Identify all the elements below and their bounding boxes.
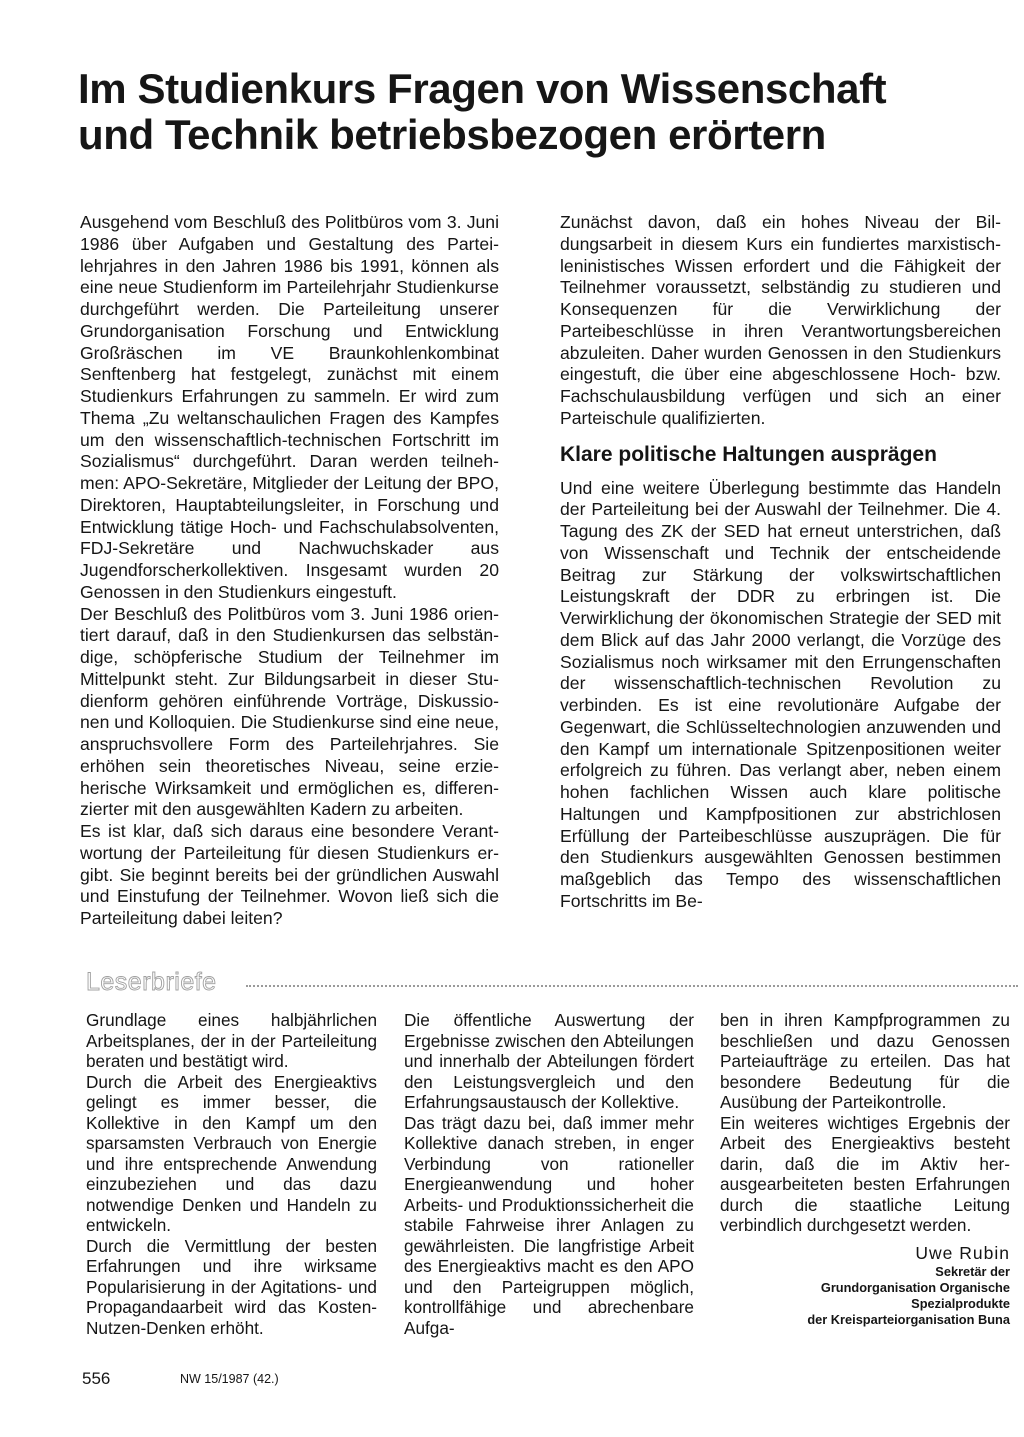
article-column-right xyxy=(560,212,1001,913)
article-paragraph: Ausgehend vom Beschluß des Politbüros vom 3. Juni 1986 über Aufgaben und Gestaltung des Parteilehrjahres in den Jahren 1986 bis 1991, können als eine neue Studienform im Parteilehrjahr Studienkurse durchgeführt werden. Die Parteileitung unserer Grundorganisation Forschung und Entwicklung Großräschen im VE Braunkohlenkombinat Senftenberg hat festgelegt, zunächst mit einem Studienkurs Erfahrungen zu sammeln. Er wird zum Thema „Zu weltanschaulichen Fragen des Kampfes um den wissenschaftlich-technischen Fortschritt im Sozialismus“ durchgeführt. Daran werden teilnehmen: APO-Sekretäre, Mitglieder der Leitung der BPO, Direktoren, Hauptabteilungsleiter, in Forschung und Entwicklung tätige Hoch- und Fachschulabsolventen, FDJ-Sekretäre und Nachwuchskader aus Jugendforscherkollektiven. Insgesamt wurden 20 Genossen in den Studienkurs eingestuft. xyxy=(80,212,499,602)
author-name: Uwe Rubin xyxy=(915,1242,1010,1263)
letter-paragraph: Durch die Vermittlung der besten Erfahrungen und ihre wirksame Popularisierung in der Agitations- und Propagandaarbeit wird das Kosten-Nutzen-Denken erhöht. xyxy=(86,1235,377,1338)
headline-line-2: und Technik betriebsbezogen erörtern xyxy=(78,111,826,158)
letter-paragraph: Das trägt dazu bei, daß immer mehr Kollektive danach streben, in enger Verbindung von rationeller Energieanwendung und hoher Arbeits- und Produktionssicherheit die stabile Fahrweise ihrer Anlagen zu gewährleisten. Die langfristige Arbeit des Energieaktivs macht es den APO und den Parteigruppen möglich, kontrollfähige und abrechenbare Aufga- xyxy=(404,1112,694,1338)
article-paragraph: Der Beschluß des Politbüros vom 3. Juni 1986 orientiert darauf, daß in den Studienkursen das selbständige, schöpferische Studium der Teilnehmer im Mittelpunkt steht. Zur Bildungsarbeit in dieser Studienform gehören einführende Vorträge, Diskussionen und Kolloquien. Die Studienkurse sind eine neue, anspruchsvollere Form des Parteilehrjahres. Sie erhöhen sein theoretisches Niveau, seine erzieherische Wirksamkeit und ermöglichen es, differenzierter mit den ausgewählten Kadern zu arbeiten. xyxy=(80,603,499,820)
letter-column-1 xyxy=(86,1010,377,1338)
letter-paragraph: Durch die Arbeit des Energieaktivs gelingt es immer besser, die Kollektive in den Kampf um den sparsamsten Verbrauch von Energie und ihre entsprechende Anwendung einzubeziehen und das dazu notwendige Denken und Handeln zu entwickeln. xyxy=(86,1071,377,1235)
letter-paragraph: Grundlage eines halbjährlichen Arbeitsplanes, der in der Parteileitung beraten und bestätigt wird. xyxy=(86,1010,377,1071)
author-organization: der Kreisparteiorganisation Buna xyxy=(807,1311,1010,1327)
issue-reference: NW 15/1987 (42.) xyxy=(180,1372,279,1386)
letter-paragraph: Die öffentliche Auswertung der Ergebnisse zwischen den Abteilungen und innerhalb der Abteilungen fördert den Leistungsvergleich und den Erfahrungsaustausch der Kollektive. xyxy=(404,1010,694,1112)
letters-section-header xyxy=(86,966,1018,1006)
letter-signature xyxy=(720,1242,1010,1328)
author-title: Sekretär der xyxy=(935,1263,1010,1279)
letter-column-2 xyxy=(404,1010,694,1338)
letter-column-3 xyxy=(720,1010,1010,1328)
article-paragraph: Es ist klar, daß sich daraus eine besondere Verantwortung der Parteileitung für diesen Studienkurs ergibt. Sie beginnt bereits bei der gründlichen Auswahl und Einstufung der Teilnehmer. Wovon ließ sich die Parteileitung dabei leiten? xyxy=(80,821,499,928)
article-paragraph: Zunächst davon, daß ein hohes Niveau der Bildungsarbeit in diesem Kurs ein fundiertes marxistisch-leninistisches Wissen erfordert und die Fähigkeit der Teilnehmer voraussetzt, selbständig zu studieren und Konsequenzen für die Verwirklichung der Parteibeschlüsse in ihren Verantwortungsbereichen abzuleiten. Daher wurden Genossen in den Studienkurs eingestuft, die über eine abgeschlossene Hoch- bzw. Fachschulausbildung verfügen und sich an einer Parteischule qualifizierten. xyxy=(560,212,1001,428)
letter-paragraph: ben in ihren Kampfprogrammen zu beschließen und dazu Genossen Parteiaufträge zu erteilen. Das hat besondere Bedeutung für die Ausübung der Parteikontrolle. xyxy=(720,1010,1010,1112)
headline-line-1: Im Studienkurs Fragen von Wissenschaft xyxy=(78,65,887,112)
author-organization: Spezialprodukte xyxy=(911,1295,1010,1311)
section-divider xyxy=(246,985,1018,987)
page-number: 556 xyxy=(82,1369,111,1388)
letters-section-label: Leserbriefe xyxy=(86,968,217,996)
letter-paragraph: Ein weiteres wichtiges Ergebnis der Arbeit des Energieaktivs besteht darin, daß die im Aktiv herausgearbeiteten besten Erfahrungen durch die staatliche Leitung verbindlich durchgesetzt werden. xyxy=(720,1112,1010,1235)
headline xyxy=(78,66,958,158)
author-organization: Grundorganisation Organische xyxy=(820,1279,1010,1295)
article-column-left xyxy=(80,212,499,930)
article-paragraph: Und eine weitere Überlegung bestimmte das Handeln der Parteileitung bei der Auswahl der Teilnehmer. Die 4. Tagung des ZK der SED hat erneut unterstrichen, daß von Wissenschaft und Technik der entscheidende Beitrag zur Stärkung der volkswirtschaftlichen Leistungskraft der DDR zu erbringen ist. Die Verwirklichung der ökonomischen Strategie der SED mit dem Blick auf das Jahr 2000 verlangt, die Vorzüge des Sozialismus noch wirksamer mit den Errungenschaften der wissenschaftlich-technischen Revolution zu verbinden. Es ist eine revolutionäre Aufgabe der Gegenwart, die Schlüsseltechnologien anzuwenden und den Kampf um internationale Spitzenpositionen weiter erfolgreich zu führen. Das verlangt aber, neben einem hohen fachlichen Wissen auch klare politische Haltungen und Kampfpositionen zur abstrichlosen Erfüllung der Parteibeschlüsse auszuprägen. Die für den Studienkurs ausgewählten Genossen bestimmen maßgeblich das Tempo des wissenschaftlichen Fortschritts im Be- xyxy=(560,477,1001,911)
article-subheading: Klare politische Haltungen ausprägen xyxy=(560,442,937,466)
